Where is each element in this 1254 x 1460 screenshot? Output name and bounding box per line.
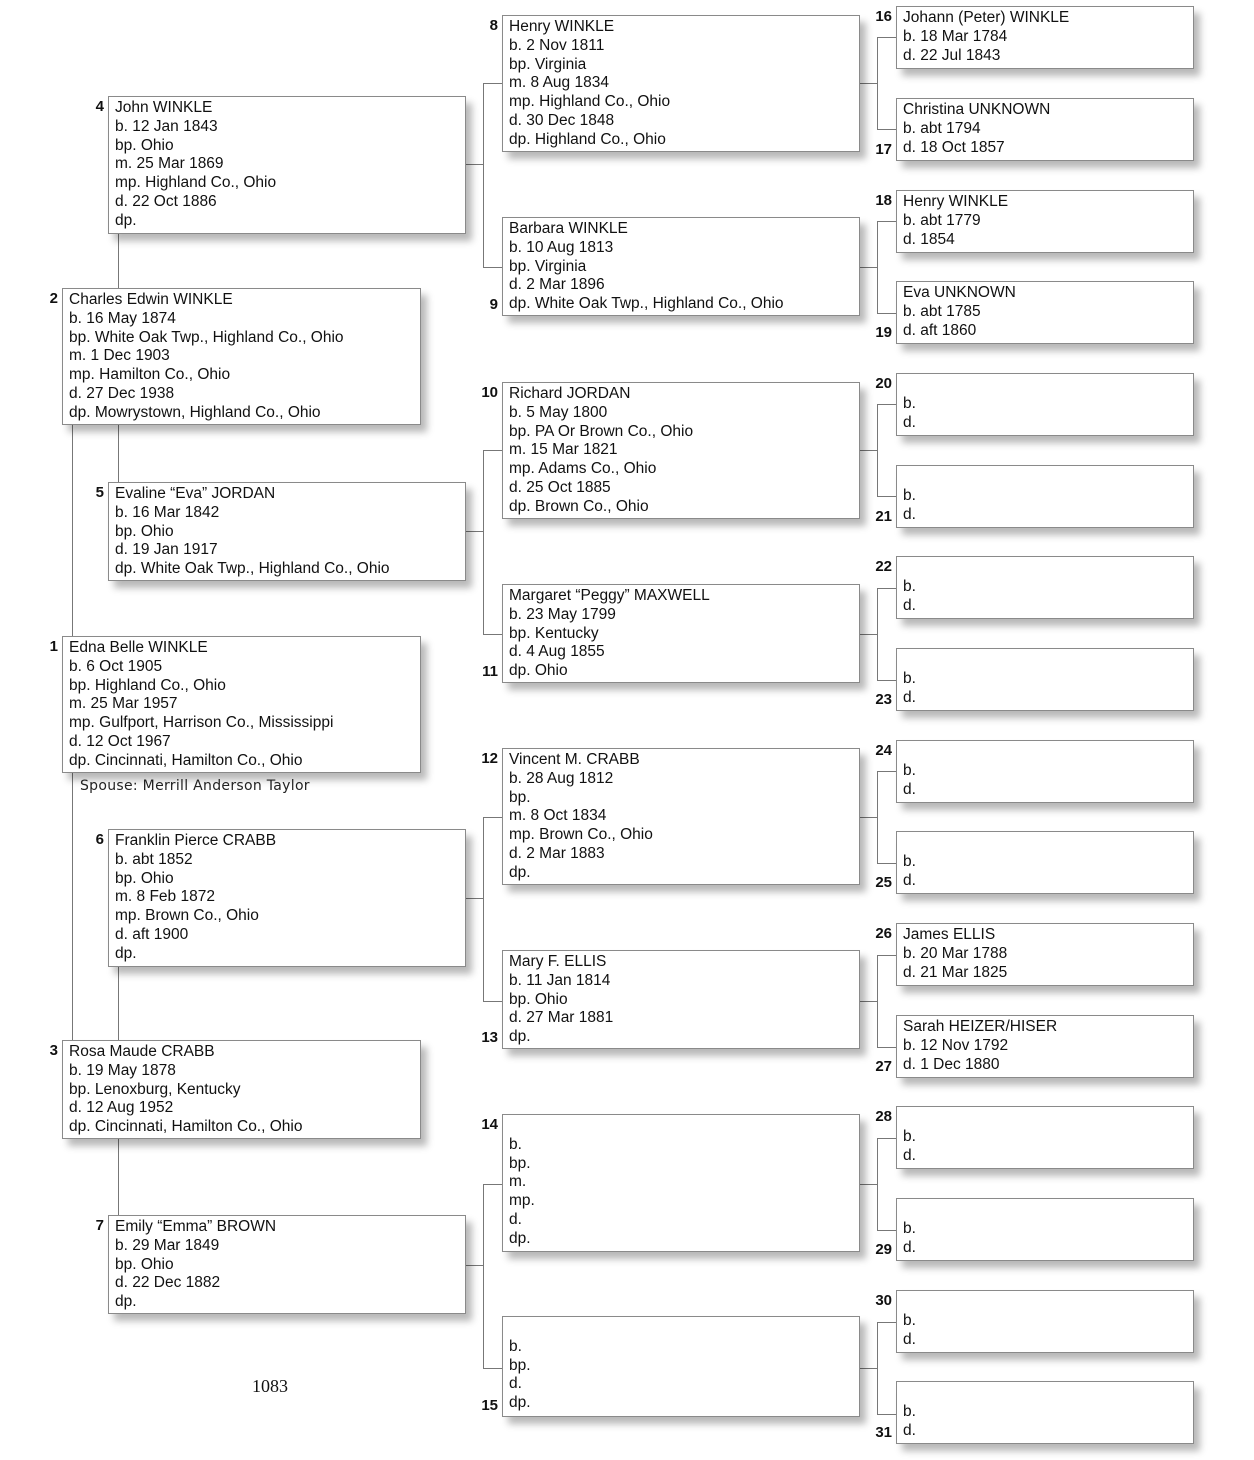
ahnentafel-number: 6 (95, 831, 104, 848)
spouse-note: Spouse: Merrill Anderson Taylor (80, 778, 310, 794)
person-fact: b. abt 1852 (115, 850, 193, 868)
ahnentafel-number: 21 (875, 508, 892, 525)
person-box-11[interactable] (502, 584, 860, 683)
connector (860, 1001, 877, 1002)
person-fact: b. 6 Oct 1905 (69, 657, 163, 675)
person-fact: b. (903, 1127, 916, 1145)
connector (483, 817, 502, 818)
connector (877, 404, 878, 496)
person-name: Sarah HEIZER/HISER (903, 1018, 1058, 1035)
person-box-19[interactable] (896, 281, 1194, 344)
person-fact: dp. White Oak Twp., Highland Co., Ohio (509, 295, 784, 313)
person-fact: dp. Ohio (509, 662, 568, 680)
connector (118, 1139, 119, 1215)
connector (118, 425, 119, 482)
person-name (903, 1384, 1193, 1403)
connector (860, 450, 877, 451)
person-box-8[interactable] (502, 15, 860, 152)
connector (877, 404, 896, 405)
connector (860, 83, 877, 84)
person-name: Evaline “Eva” JORDAN (115, 485, 276, 502)
person-fact: b. (903, 1219, 916, 1237)
connector (483, 450, 484, 634)
person-fact: mp. Gulfport, Harrison Co., Mississippi (69, 714, 334, 732)
person-box-28[interactable] (896, 1106, 1194, 1169)
person-fact: d. aft 1900 (115, 925, 189, 943)
person-fact: mp. Adams Co., Ohio (509, 460, 657, 478)
person-fact: b. (903, 669, 916, 687)
person-fact: mp. Highland Co., Ohio (115, 174, 277, 192)
person-fact: dp. White Oak Twp., Highland Co., Ohio (115, 560, 390, 578)
person-fact: dp. Cincinnati, Hamilton Co., Ohio (69, 1118, 303, 1136)
person-name: Henry WINKLE (509, 18, 615, 35)
person-fact: b. 12 Jan 1843 (115, 117, 218, 135)
person-fact: bp. White Oak Twp., Highland Co., Ohio (69, 328, 344, 346)
person-box-14[interactable] (502, 1114, 860, 1252)
ahnentafel-number: 5 (95, 484, 104, 501)
person-fact: bp. Ohio (115, 136, 174, 154)
person-fact: b. abt 1794 (903, 119, 981, 137)
person-fact: bp. (509, 1154, 531, 1172)
person-name (903, 834, 1193, 853)
connector (877, 129, 896, 130)
person-fact: bp. Ohio (115, 1255, 174, 1273)
person-fact: d. (903, 413, 916, 431)
ahnentafel-number: 23 (875, 691, 892, 708)
connector (877, 221, 878, 313)
person-fact: b. (903, 1311, 916, 1329)
ahnentafel-number: 15 (481, 1397, 498, 1414)
person-box-13[interactable] (502, 950, 860, 1049)
person-fact: b. (903, 577, 916, 595)
page-number: 1083 (252, 1376, 288, 1396)
person-fact: b. 5 May 1800 (509, 403, 608, 421)
person-fact: dp. Cincinnati, Hamilton Co., Ohio (69, 751, 303, 769)
connector (877, 588, 878, 680)
person-box-12[interactable] (502, 748, 860, 885)
person-fact: mp. Brown Co., Ohio (115, 907, 259, 925)
person-name: Emily “Emma” BROWN (115, 1218, 277, 1235)
ahnentafel-number: 3 (49, 1042, 58, 1059)
connector (877, 1230, 896, 1231)
person-fact: d. 19 Jan 1917 (115, 541, 218, 559)
person-fact: bp. (509, 788, 531, 806)
person-fact: bp. Ohio (115, 869, 174, 887)
person-box-5[interactable] (108, 482, 466, 581)
person-fact: d. 22 Dec 1882 (115, 1274, 221, 1292)
person-fact: m. 8 Aug 1834 (509, 74, 609, 92)
connector (877, 955, 878, 1047)
person-box-20[interactable] (896, 373, 1194, 436)
connector (860, 817, 877, 818)
person-fact: d. 12 Oct 1967 (69, 732, 171, 750)
person-name (903, 468, 1193, 487)
person-name (509, 1117, 859, 1136)
person-box-16[interactable] (896, 6, 1194, 69)
ahnentafel-number: 20 (875, 375, 892, 392)
ahnentafel-number: 9 (489, 296, 498, 313)
person-fact: d. (903, 871, 916, 889)
person-box-24[interactable] (896, 740, 1194, 803)
person-box-9[interactable] (502, 217, 860, 316)
person-name (903, 651, 1193, 670)
connector (877, 680, 896, 681)
person-name: Barbara WINKLE (509, 220, 628, 237)
person-fact: dp. (509, 1229, 531, 1247)
connector (483, 1368, 502, 1369)
person-fact: d. (903, 1238, 916, 1256)
connector (877, 955, 896, 956)
person-fact: d. (903, 780, 916, 798)
person-box-27[interactable] (896, 1015, 1194, 1078)
connector (483, 1184, 502, 1185)
person-fact: b. 28 Aug 1812 (509, 769, 614, 787)
person-fact: d. 4 Aug 1855 (509, 643, 605, 661)
person-fact: dp. (115, 211, 137, 229)
connector (877, 1414, 896, 1415)
connector (483, 1001, 502, 1002)
connector (483, 450, 502, 451)
ahnentafel-number: 19 (875, 324, 892, 341)
connector (466, 1265, 483, 1266)
ahnentafel-number: 25 (875, 874, 892, 891)
connector (877, 1047, 896, 1048)
connector (118, 234, 119, 288)
person-name: Richard JORDAN (509, 385, 631, 402)
person-fact: d. (509, 1375, 522, 1393)
person-name: Mary F. ELLIS (509, 953, 607, 970)
person-fact: b. 29 Mar 1849 (115, 1236, 220, 1254)
person-fact: b. 20 Mar 1788 (903, 944, 1008, 962)
person-fact: m. 8 Oct 1834 (509, 807, 607, 825)
person-fact: m. 8 Feb 1872 (115, 888, 215, 906)
connector (877, 221, 896, 222)
person-box-31[interactable] (896, 1381, 1194, 1444)
person-name (903, 1109, 1193, 1128)
person-fact: dp. Highland Co., Ohio (509, 130, 666, 148)
person-name (903, 1201, 1193, 1220)
person-box-25[interactable] (896, 831, 1194, 894)
person-name: Vincent M. CRABB (509, 751, 640, 768)
connector (860, 1184, 877, 1185)
person-name: Henry WINKLE (903, 193, 1009, 210)
connector (877, 771, 896, 772)
ahnentafel-number: 8 (489, 17, 498, 34)
person-box-1[interactable] (62, 636, 421, 773)
connector (877, 1322, 878, 1414)
ahnentafel-number: 30 (875, 1292, 892, 1309)
ahnentafel-number: 11 (482, 663, 498, 680)
person-fact: bp. Ohio (509, 990, 568, 1008)
ahnentafel-number: 28 (875, 1108, 892, 1125)
connector (877, 496, 896, 497)
person-name: Franklin Pierce CRABB (115, 832, 277, 849)
person-fact: b. 19 May 1878 (69, 1061, 176, 1079)
person-box-23[interactable] (896, 648, 1194, 711)
person-fact: b. 18 Mar 1784 (903, 27, 1008, 45)
person-fact: dp. Mowrystown, Highland Co., Ohio (69, 403, 321, 421)
person-fact: d. (903, 1421, 916, 1439)
person-name: Charles Edwin WINKLE (69, 291, 233, 308)
person-fact: mp. Hamilton Co., Ohio (69, 366, 231, 384)
ahnentafel-number: 12 (481, 750, 498, 767)
person-fact: dp. (115, 1293, 137, 1311)
person-fact: d. 12 Aug 1952 (69, 1099, 174, 1117)
person-name: Margaret “Peggy” MAXWELL (509, 587, 710, 604)
connector (877, 771, 878, 863)
person-fact: mp. (509, 1192, 535, 1210)
person-fact: dp. Brown Co., Ohio (509, 497, 649, 515)
connector (877, 1138, 878, 1230)
person-fact: d. 2 Mar 1883 (509, 844, 605, 862)
person-fact: d. 21 Mar 1825 (903, 963, 1008, 981)
connector (877, 1138, 896, 1139)
connector (877, 37, 896, 38)
connector (483, 1184, 484, 1368)
person-fact: dp. (509, 1394, 531, 1412)
person-fact: b. (903, 761, 916, 779)
person-name (903, 376, 1193, 395)
connector (466, 164, 483, 165)
person-fact: d. 2 Mar 1896 (509, 276, 605, 294)
connector (877, 37, 878, 129)
person-fact: d. 27 Mar 1881 (509, 1009, 614, 1027)
ahnentafel-number: 29 (875, 1241, 892, 1258)
connector (483, 83, 484, 267)
connector (860, 634, 877, 635)
connector (483, 83, 502, 84)
connector (466, 898, 483, 899)
connector (860, 267, 877, 268)
person-fact: b. (903, 852, 916, 870)
person-fact: d. 1854 (903, 230, 955, 248)
person-fact: b. 16 May 1874 (69, 309, 176, 327)
person-box-17[interactable] (896, 98, 1194, 161)
person-fact: b. 16 Mar 1842 (115, 503, 220, 521)
person-fact: d. (903, 1146, 916, 1164)
person-fact: b. 12 Nov 1792 (903, 1036, 1009, 1054)
person-name (903, 743, 1193, 762)
person-name: John WINKLE (115, 99, 213, 116)
person-box-18[interactable] (896, 190, 1194, 253)
person-name (509, 1319, 859, 1338)
person-box-2[interactable] (62, 288, 421, 425)
ahnentafel-number: 24 (875, 742, 892, 759)
person-box-26[interactable] (896, 923, 1194, 986)
person-fact: m. 15 Mar 1821 (509, 441, 618, 459)
connector (483, 634, 502, 635)
person-fact: bp. PA Or Brown Co., Ohio (509, 422, 694, 440)
connector (72, 425, 73, 637)
ahnentafel-number: 7 (95, 1217, 104, 1234)
person-fact: d. (903, 688, 916, 706)
person-fact: d. 1 Dec 1880 (903, 1055, 1000, 1073)
person-fact: d. 22 Oct 1886 (115, 192, 217, 210)
person-fact: d. (903, 1330, 916, 1348)
person-box-6[interactable] (108, 829, 466, 967)
person-fact: b. (509, 1337, 522, 1355)
ahnentafel-number: 22 (875, 558, 892, 575)
person-fact: m. 1 Dec 1903 (69, 347, 170, 365)
person-name: Christina UNKNOWN (903, 101, 1051, 118)
connector (860, 1368, 877, 1369)
connector (483, 817, 484, 1001)
connector (877, 313, 896, 314)
person-name: Johann (Peter) WINKLE (903, 9, 1070, 26)
person-fact: b. 10 Aug 1813 (509, 238, 614, 256)
person-fact: m. 25 Mar 1957 (69, 695, 178, 713)
ahnentafel-number: 18 (875, 192, 892, 209)
person-fact: b. 23 May 1799 (509, 605, 616, 623)
person-fact: b. (903, 486, 916, 504)
connector (72, 773, 73, 1041)
person-fact: d. (903, 596, 916, 614)
person-box-4[interactable] (108, 96, 466, 234)
person-name: Eva UNKNOWN (903, 284, 1016, 301)
person-fact: bp. Kentucky (509, 624, 599, 642)
ahnentafel-number: 26 (875, 925, 892, 942)
person-fact: bp. Lenoxburg, Kentucky (69, 1080, 241, 1098)
person-box-7[interactable] (108, 1215, 466, 1314)
ahnentafel-number: 14 (481, 1116, 498, 1133)
person-fact: b. (903, 1402, 916, 1420)
person-fact: bp. Highland Co., Ohio (69, 676, 226, 694)
person-fact: bp. Ohio (115, 522, 174, 540)
person-fact: b. (509, 1135, 522, 1153)
person-fact: d. (509, 1210, 522, 1228)
person-fact: dp. (509, 863, 531, 881)
person-fact: dp. (115, 944, 137, 962)
ahnentafel-number: 17 (875, 141, 892, 158)
person-fact: mp. Highland Co., Ohio (509, 93, 671, 111)
person-fact: b. abt 1779 (903, 211, 981, 229)
connector (483, 267, 502, 268)
person-name (903, 1293, 1193, 1312)
person-box-3[interactable] (62, 1040, 421, 1139)
ahnentafel-number: 1 (49, 638, 58, 655)
person-name (903, 559, 1193, 578)
person-fact: d. aft 1860 (903, 321, 977, 339)
person-fact: b. abt 1785 (903, 302, 981, 320)
person-fact: bp. Virginia (509, 55, 587, 73)
person-fact: dp. (509, 1028, 531, 1046)
person-box-22[interactable] (896, 556, 1194, 619)
person-fact: d. 30 Dec 1848 (509, 111, 615, 129)
connector (877, 588, 896, 589)
person-box-10[interactable] (502, 382, 860, 519)
person-name: Edna Belle WINKLE (69, 639, 208, 656)
connector (877, 863, 896, 864)
person-fact: m. 25 Mar 1869 (115, 155, 224, 173)
person-fact: b. (903, 394, 916, 412)
ahnentafel-number: 16 (875, 8, 892, 25)
person-box-21[interactable] (896, 465, 1194, 528)
person-name: James ELLIS (903, 926, 996, 943)
person-fact: d. 27 Dec 1938 (69, 384, 175, 402)
person-box-15[interactable] (502, 1316, 860, 1417)
person-box-30[interactable] (896, 1290, 1194, 1353)
person-fact: bp. (509, 1356, 531, 1374)
ahnentafel-number: 31 (875, 1424, 892, 1441)
person-fact: m. (509, 1173, 527, 1191)
person-fact: d. 25 Oct 1885 (509, 478, 611, 496)
ahnentafel-number: 10 (481, 384, 498, 401)
person-fact: d. (903, 505, 916, 523)
ahnentafel-number: 2 (49, 290, 58, 307)
person-fact: bp. Virginia (509, 257, 587, 275)
connector (877, 1322, 896, 1323)
person-name: Rosa Maude CRABB (69, 1043, 215, 1060)
connector (118, 967, 119, 1041)
connector (466, 531, 483, 532)
person-fact: b. 2 Nov 1811 (509, 36, 605, 54)
ahnentafel-number: 13 (481, 1029, 498, 1046)
person-box-29[interactable] (896, 1198, 1194, 1261)
person-fact: d. 18 Oct 1857 (903, 138, 1005, 156)
person-fact: b. 11 Jan 1814 (509, 971, 611, 989)
ahnentafel-number: 27 (875, 1058, 892, 1075)
person-fact: d. 22 Jul 1843 (903, 46, 1001, 64)
person-fact: mp. Brown Co., Ohio (509, 826, 653, 844)
ahnentafel-number: 4 (95, 98, 104, 115)
